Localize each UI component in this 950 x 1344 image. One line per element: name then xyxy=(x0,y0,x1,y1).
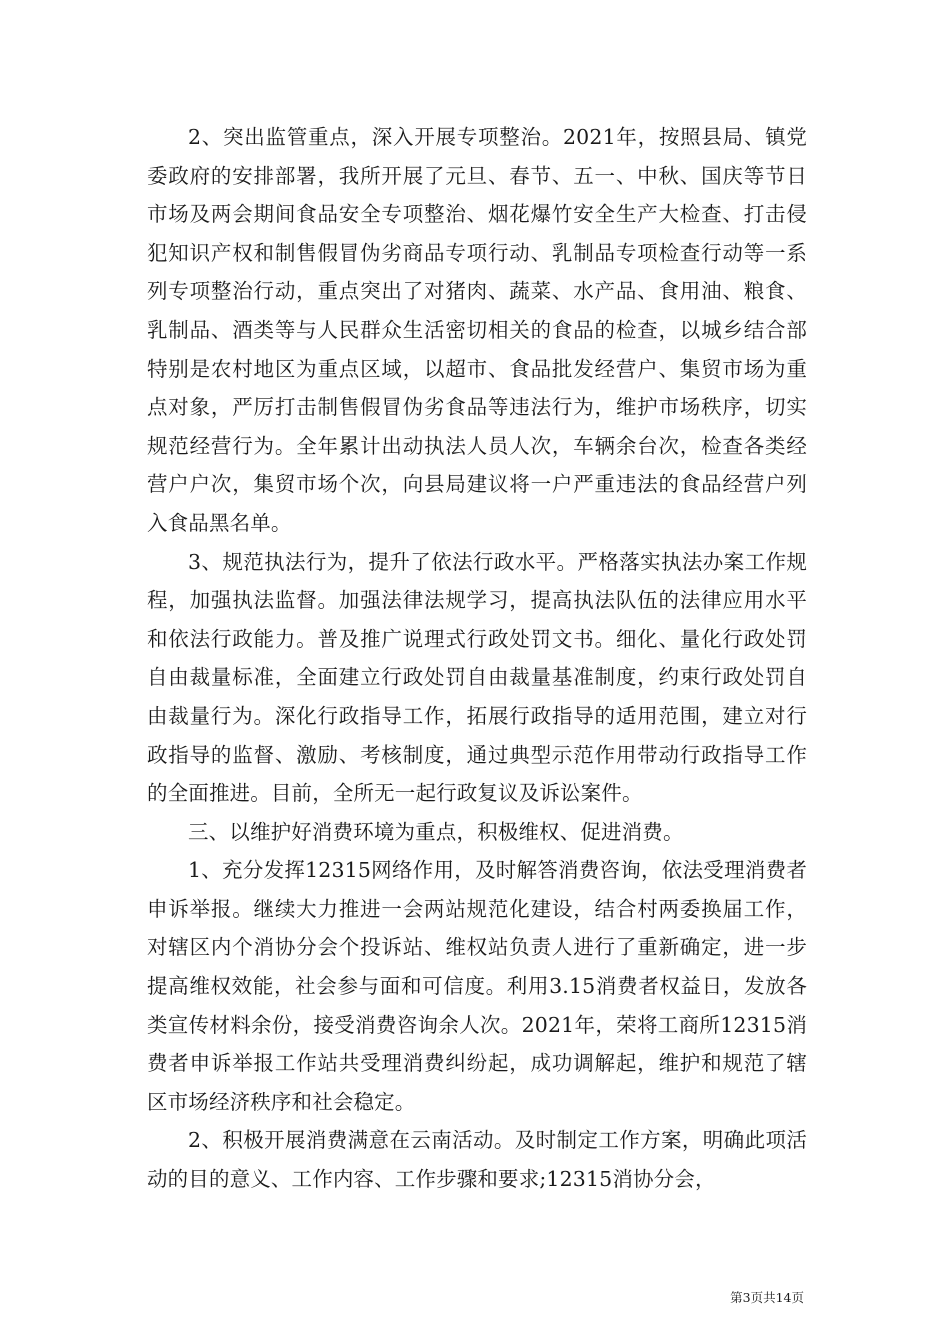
paragraph-12315-network: 1、充分发挥12315网络作用，及时解答消费咨询，依法受理消费者申诉举报。继续大力推进一会两站规范化建设，结合村两委换届工作，对辖区内个消协分会个投诉站、维权站负责人进行了重新确定，进一步提高维权效能，社会参与面和可信度。利用3.15消费者权益日，发放各类宣传材料余份，接受消费咨询余人次。2021年，荣将工商所12315消费者申诉举报工作站共受理消费纠纷起，成功调解起，维护和规范了辖区市场经济秩序和社会稳定。 xyxy=(147,858,807,1114)
paragraph-special-rectification: 2、突出监管重点，深入开展专项整治。2021年，按照县局、镇党委政府的安排部署，我所开展了元旦、春节、五一、中秋、国庆等节日市场及两会期间食品安全专项整治、烟花爆竹安全生产大检查、打击侵犯知识产权和制售假冒伪劣商品专项行动、乳制品专项检查行动等一系列专项整治行动，重点突出了对猪肉、蔬菜、水产品、食用油、粮食、乳制品、酒类等与人民群众生活密切相关的食品的检查，以城乡结合部特别是农村地区为重点区域，以超市、食品批发经营户、集贸市场为重点对象，严厉打击制售假冒伪劣食品等违法行为，维护市场秩序，切实规范经营行为。全年累计出动执法人员人次，车辆余台次，检查各类经营户户次，集贸市场个次，向县局建议将一户严重违法的食品经营户列入食品黑名单。 xyxy=(147,125,807,535)
paragraph-law-enforcement: 3、规范执法行为，提升了依法行政水平。严格落实执法办案工作规程，加强执法监督。加强法律法规学习，提高执法队伍的法律应用水平和依法行政能力。普及推广说理式行政处罚文书。细化、量化行政处罚自由裁量标准，全面建立行政处罚自由裁量基准制度，约束行政处罚自由裁量行为。深化行政指导工作，拓展行政指导的适用范围，建立对行政指导的监督、激励、考核制度，通过典型示范作用带动行政指导工作的全面推进。目前，全所无一起行政复议及诉讼案件。 xyxy=(147,549,807,806)
paragraph-consumer-satisfaction: 2、积极开展消费满意在云南活动。及时制定工作方案，明确此项活动的目的意义、工作内容、工作步骤和要求;12315消协分会， xyxy=(147,1128,807,1192)
page-number: 第3页共14页 xyxy=(730,1290,804,1305)
body-text xyxy=(147,118,807,1199)
section-heading-consumer-environment: 三、以维护好消费环境为重点，积极维权、促进消费。 xyxy=(188,819,684,844)
